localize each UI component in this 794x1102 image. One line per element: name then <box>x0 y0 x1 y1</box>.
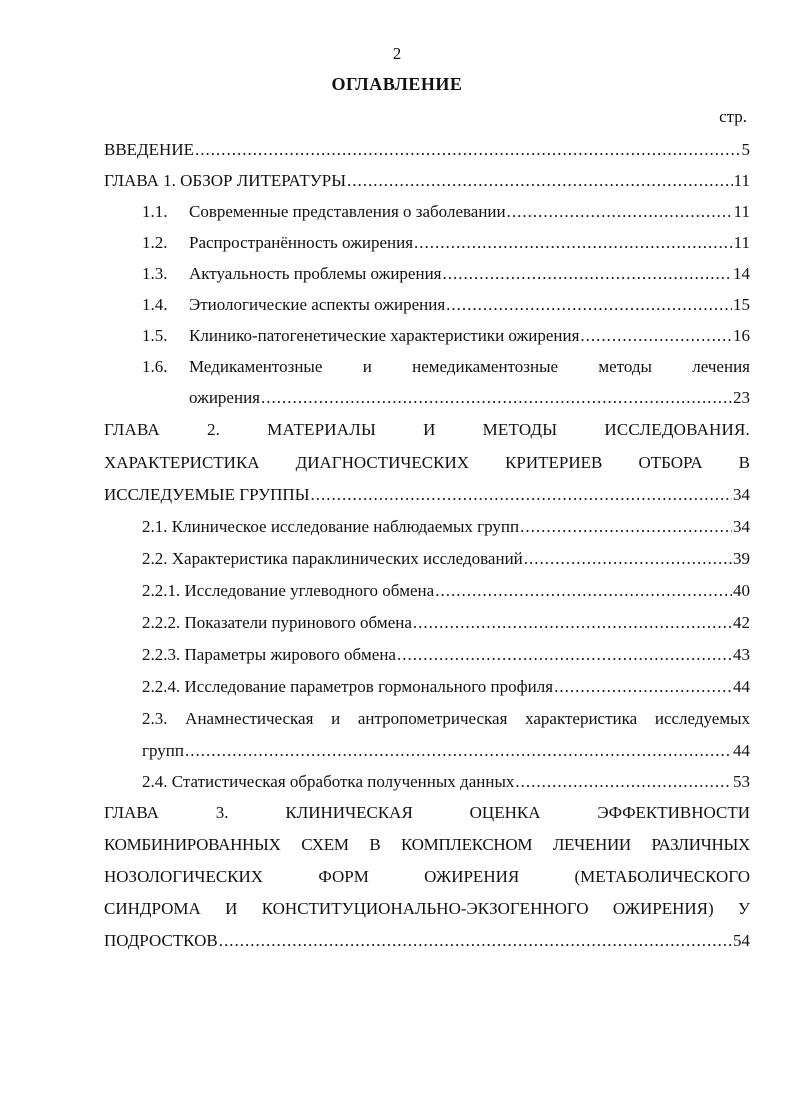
toc-entry-chapter-2-line[interactable]: ГЛАВА 2. МАТЕРИАЛЫ И МЕТОДЫ ИССЛЕДОВАНИЯ. <box>104 420 750 439</box>
toc-entry-section[interactable] <box>142 196 750 227</box>
toc-entry-page: 39 <box>733 549 750 568</box>
toc-entry-title: ГЛАВА 1. ОБЗОР ЛИТЕРАТУРЫ <box>104 171 347 190</box>
leader-dots <box>520 511 732 542</box>
toc-entry-title: 2.4. Статистическая обработка полученных данных <box>142 772 515 791</box>
toc-entry-title-line: Медикаментозные и немедикаментозные методы лечения <box>189 357 750 376</box>
toc-entry-title: 2.2. Характеристика параклинических исследований <box>142 549 523 568</box>
toc-entry-number: 1.6. <box>142 357 168 376</box>
toc-entry-title: Этиологические аспекты ожирения <box>189 295 446 314</box>
leader-dots <box>261 382 732 413</box>
toc-entry-title: 2.2.4. Исследование параметров гормонального профиля <box>142 677 554 696</box>
leader-dots <box>443 258 733 289</box>
toc-entry-chapter-3-line[interactable]: КОМБИНИРОВАННЫХ СХЕМ В КОМПЛЕКСНОМ ЛЕЧЕНИИ РАЗЛИЧНЫХ <box>104 835 750 854</box>
toc-entry-section[interactable] <box>142 543 750 574</box>
toc-entry-title: 2.2.1. Исследование углеводного обмена <box>142 581 435 600</box>
toc-entry-page: 11 <box>733 202 750 221</box>
toc-entry-page: 5 <box>741 140 750 159</box>
leader-dots <box>397 639 732 670</box>
page-column-label: стр. <box>719 107 747 126</box>
toc-entry-title: ПОДРОСТКОВ <box>104 931 218 950</box>
toc-entry-title: ожирения <box>189 388 260 407</box>
toc-entry-section[interactable] <box>142 511 750 542</box>
toc-entry-title: Современные представления о заболевании <box>189 202 506 221</box>
toc-entry-number: 1.3. <box>142 264 168 283</box>
toc-entry-page: 53 <box>733 772 750 791</box>
toc-entry-page: 34 <box>733 485 750 504</box>
toc-entry-subsection[interactable] <box>142 607 750 638</box>
toc-entry-title: Актуальность проблемы ожирения <box>189 264 442 283</box>
toc-entry-chapter-2[interactable] <box>104 479 750 510</box>
page-title: ОГЛАВЛЕНИЕ <box>331 74 463 94</box>
toc-entry-chapter-3-line[interactable]: НОЗОЛОГИЧЕСКИХ ФОРМ ОЖИРЕНИЯ (МЕТАБОЛИЧЕСКОГО <box>104 867 750 886</box>
toc-entry-page: 11 <box>733 233 750 252</box>
toc-entry-title: Клинико-патогенетические характеристики ожирения <box>189 326 580 345</box>
toc-entry-page: 42 <box>733 613 750 632</box>
toc-entry-number: 1.4. <box>142 295 168 314</box>
toc-entry-title: Распространённость ожирения <box>189 233 414 252</box>
leader-dots <box>435 575 732 606</box>
toc-entry-chapter-3-line[interactable]: ГЛАВА 3. КЛИНИЧЕСКАЯ ОЦЕНКА ЭФФЕКТИВНОСТИ <box>104 803 750 822</box>
toc-entry-subsection[interactable] <box>142 671 750 702</box>
toc-entry-page: 40 <box>733 581 750 600</box>
toc-entry-title: 2.2.2. Показатели пуринового обмена <box>142 613 412 632</box>
leader-dots <box>195 134 741 165</box>
toc-entry-chapter-2-line[interactable]: ХАРАКТЕРИСТИКА ДИАГНОСТИЧЕСКИХ КРИТЕРИЕВ ОТБОРА В <box>104 453 750 472</box>
leader-dots <box>554 671 732 702</box>
toc-entry-page: 44 <box>733 741 750 760</box>
toc-entry-title: ИССЛЕДУЕМЫЕ ГРУППЫ <box>104 485 310 504</box>
toc-entry-section-1-6-cont[interactable] <box>189 382 750 413</box>
toc-entry-section[interactable] <box>142 766 750 797</box>
toc-entry-section[interactable] <box>142 258 750 289</box>
toc-entry-page: 15 <box>733 295 750 314</box>
toc-entry-subsection[interactable] <box>142 639 750 670</box>
toc-entry-section-2-3-line[interactable]: 2.3. Анамнестическая и антропометрическая характеристика исследуемых <box>142 709 750 728</box>
toc-entry-introduction[interactable] <box>104 134 750 165</box>
leader-dots <box>580 320 732 351</box>
leader-dots <box>524 543 732 574</box>
toc-entry-title: ВВЕДЕНИЕ <box>104 140 194 159</box>
toc-entry-chapter-1[interactable] <box>104 165 750 196</box>
toc-entry-number: 1.2. <box>142 233 168 252</box>
toc-entry-title: групп <box>142 741 184 760</box>
leader-dots <box>507 196 733 227</box>
toc-entry-section[interactable] <box>142 320 750 351</box>
leader-dots <box>413 607 732 638</box>
toc-entry-title: 2.1. Клиническое исследование наблюдаемых групп <box>142 517 520 536</box>
leader-dots <box>219 925 732 956</box>
leader-dots <box>311 479 732 510</box>
toc-entry-chapter-3-line[interactable]: СИНДРОМА И КОНСТИТУЦИОНАЛЬНО-ЭКЗОГЕННОГО ОЖИРЕНИЯ) У <box>104 899 750 918</box>
leader-dots <box>347 165 733 196</box>
toc-entry-page: 11 <box>733 171 750 190</box>
toc-entry-chapter-3[interactable] <box>104 925 750 956</box>
leader-dots <box>185 735 732 766</box>
toc-entry-page: 23 <box>733 388 750 407</box>
toc-entry-page: 34 <box>733 517 750 536</box>
toc-entry-title: 2.2.3. Параметры жирового обмена <box>142 645 396 664</box>
toc-entry-page: 43 <box>733 645 750 664</box>
toc-entry-section[interactable] <box>142 289 750 320</box>
toc-entry-section-2-3[interactable] <box>142 735 750 766</box>
toc-entry-section[interactable] <box>142 227 750 258</box>
leader-dots <box>515 766 732 797</box>
toc-entry-page: 14 <box>733 264 750 283</box>
leader-dots <box>414 227 733 258</box>
toc-entry-number: 1.1. <box>142 202 168 221</box>
toc-entry-page: 16 <box>733 326 750 345</box>
toc-entry-page: 44 <box>733 677 750 696</box>
toc-entry-page: 54 <box>733 931 750 950</box>
toc-entry-subsection[interactable] <box>142 575 750 606</box>
leader-dots <box>446 289 732 320</box>
toc-entry-number: 1.5. <box>142 326 168 345</box>
page-number: 2 <box>392 44 402 63</box>
